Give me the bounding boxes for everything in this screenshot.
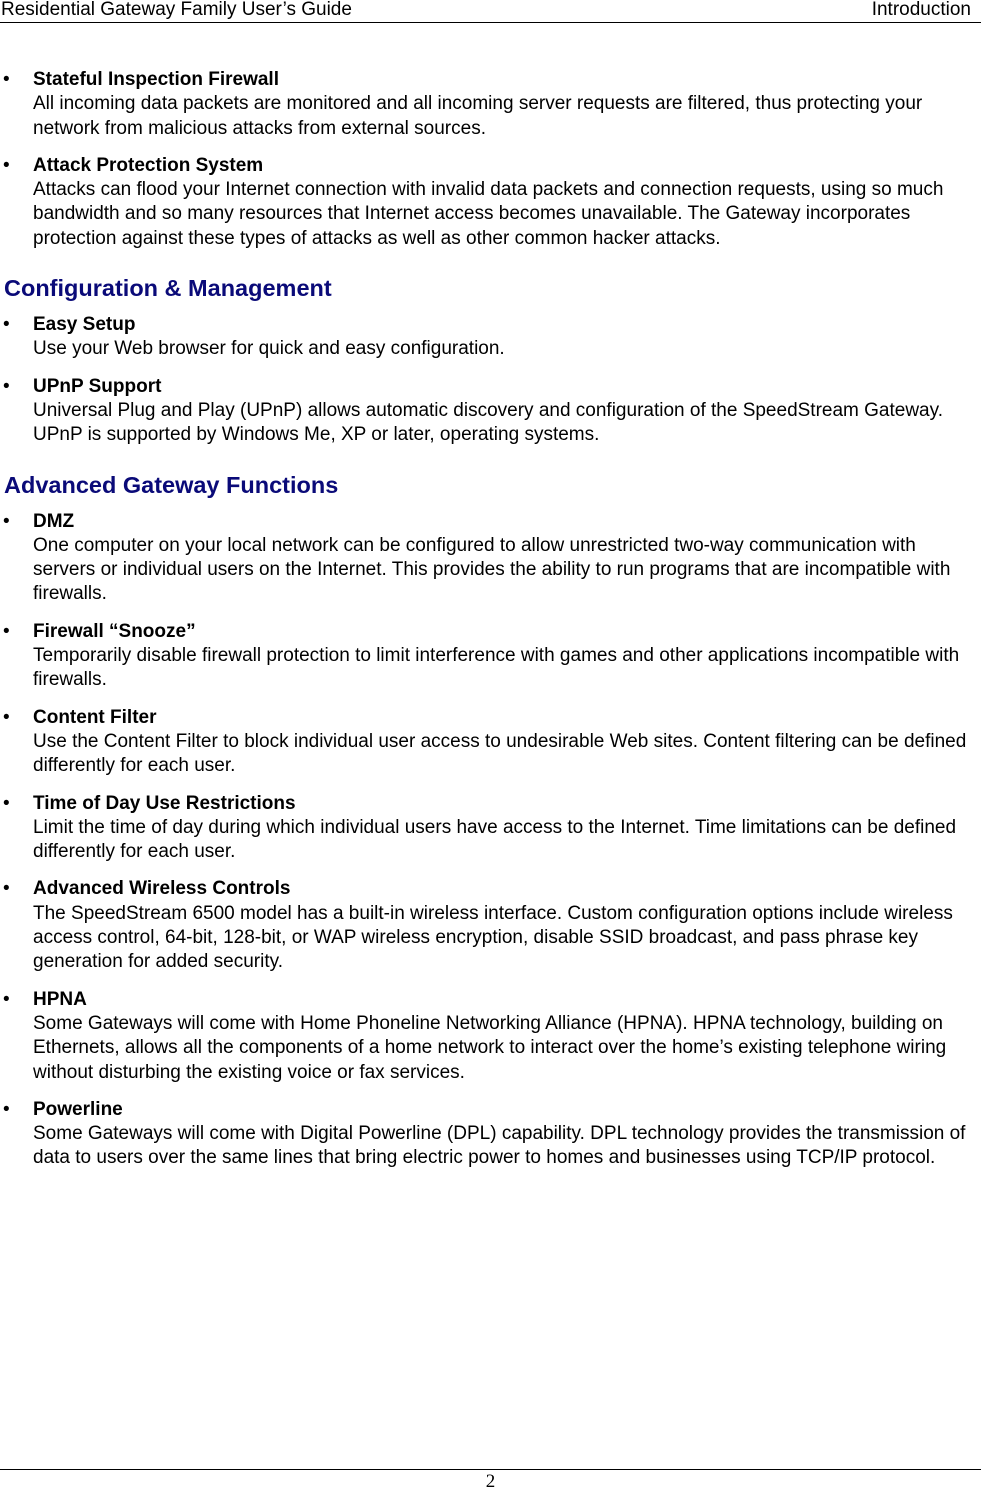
list-item	[0, 988, 981, 1085]
bullet-icon: •	[3, 620, 10, 642]
bullet-icon: •	[3, 510, 10, 532]
list-item	[0, 375, 981, 448]
bullet-icon: •	[3, 314, 10, 336]
item-title: UPnP Support	[33, 375, 162, 397]
list-item	[0, 313, 981, 362]
list-item	[0, 510, 981, 607]
item-description: Limit the time of day during which individual users have access to the Internet. Time limitations can be defined differently for each user.	[33, 816, 957, 863]
list-item	[0, 1098, 981, 1171]
section-heading: Configuration & Management	[4, 275, 332, 302]
section-heading: Advanced Gateway Functions	[4, 471, 339, 498]
page-header	[0, 0, 981, 23]
document-title: Residential Gateway Family User’s Guide	[1, 0, 352, 20]
item-title: Time of Day Use Restrictions	[33, 792, 296, 814]
item-title: Content Filter	[33, 706, 157, 728]
item-description: Some Gateways will come with Digital Powerline (DPL) capability. DPL technology provides the transmission of data to users over the same lines that bring electric power to homes and businesses using TCP/IP protocol.	[33, 1123, 966, 1169]
page-number: 2	[485, 1471, 496, 1492]
item-description: The SpeedStream 6500 model has a built-in wireless interface. Custom configuration options include wireless access control, 64-bit, 128-bit, or WAP wireless encryption, disable SSID broadcast, and pass phrase key generation for added security.	[33, 902, 953, 973]
list-item	[0, 68, 981, 141]
item-title: Easy Setup	[33, 314, 136, 336]
bullet-icon: •	[3, 878, 10, 900]
bullet-icon: •	[3, 1098, 10, 1120]
chapter-title: Introduction	[871, 0, 971, 20]
bullet-icon: •	[3, 375, 10, 397]
list-item	[0, 792, 981, 865]
item-description: Attacks can flood your Internet connection with invalid data packets and connection requests, using so much bandwidth and so many resources that Internet access becomes unavailable. The Gateway incorporates protection against these types of attacks as well as other common hacker attacks.	[33, 179, 944, 249]
list-item	[0, 154, 981, 251]
item-title: Stateful Inspection Firewall	[33, 69, 279, 90]
bullet-icon: •	[3, 792, 10, 814]
item-title: Attack Protection System	[33, 154, 264, 176]
item-title: DMZ	[33, 510, 75, 532]
item-title: HPNA	[33, 988, 87, 1010]
item-description: Some Gateways will come with Home Phoneline Networking Alliance (HPNA). HPNA technology, building on Ethernets, allows all the components of a home network to interact over the home’s existing telephone wiring without disturbing the existing voice or fax services.	[33, 1012, 947, 1083]
bullet-icon: •	[3, 988, 10, 1010]
item-description: Universal Plug and Play (UPnP) allows automatic discovery and configuration of the SpeedStream Gateway. UPnP is supported by Windows Me, XP or later, operating systems.	[33, 399, 943, 446]
list-item	[0, 620, 981, 693]
page-content	[0, 68, 981, 1184]
bullet-icon: •	[3, 706, 10, 728]
item-description: One computer on your local network can be configured to allow unrestricted two-way communication with servers or individual users on the Internet. This provides the ability to run programs that are incompatible with firewalls.	[33, 534, 951, 605]
item-description: Use the Content Filter to block individual user access to undesirable Web sites. Content filtering can be defined differently for each user.	[33, 730, 967, 777]
item-description: All incoming data packets are monitored and all incoming server requests are filtered, thus protecting your network from malicious attacks from external sources.	[33, 93, 923, 139]
item-description: Temporarily disable firewall protection to limit interference with games and other applications incompatible with firewalls.	[33, 645, 960, 691]
bullet-icon: •	[3, 154, 10, 176]
item-title: Firewall “Snooze”	[33, 620, 196, 642]
item-title: Powerline	[33, 1098, 123, 1120]
list-item	[0, 877, 981, 974]
footer-divider	[0, 1469, 981, 1470]
bullet-icon: •	[3, 69, 10, 90]
item-description: Use your Web browser for quick and easy configuration.	[33, 338, 505, 360]
list-item	[0, 706, 981, 779]
item-title: Advanced Wireless Controls	[33, 878, 291, 900]
